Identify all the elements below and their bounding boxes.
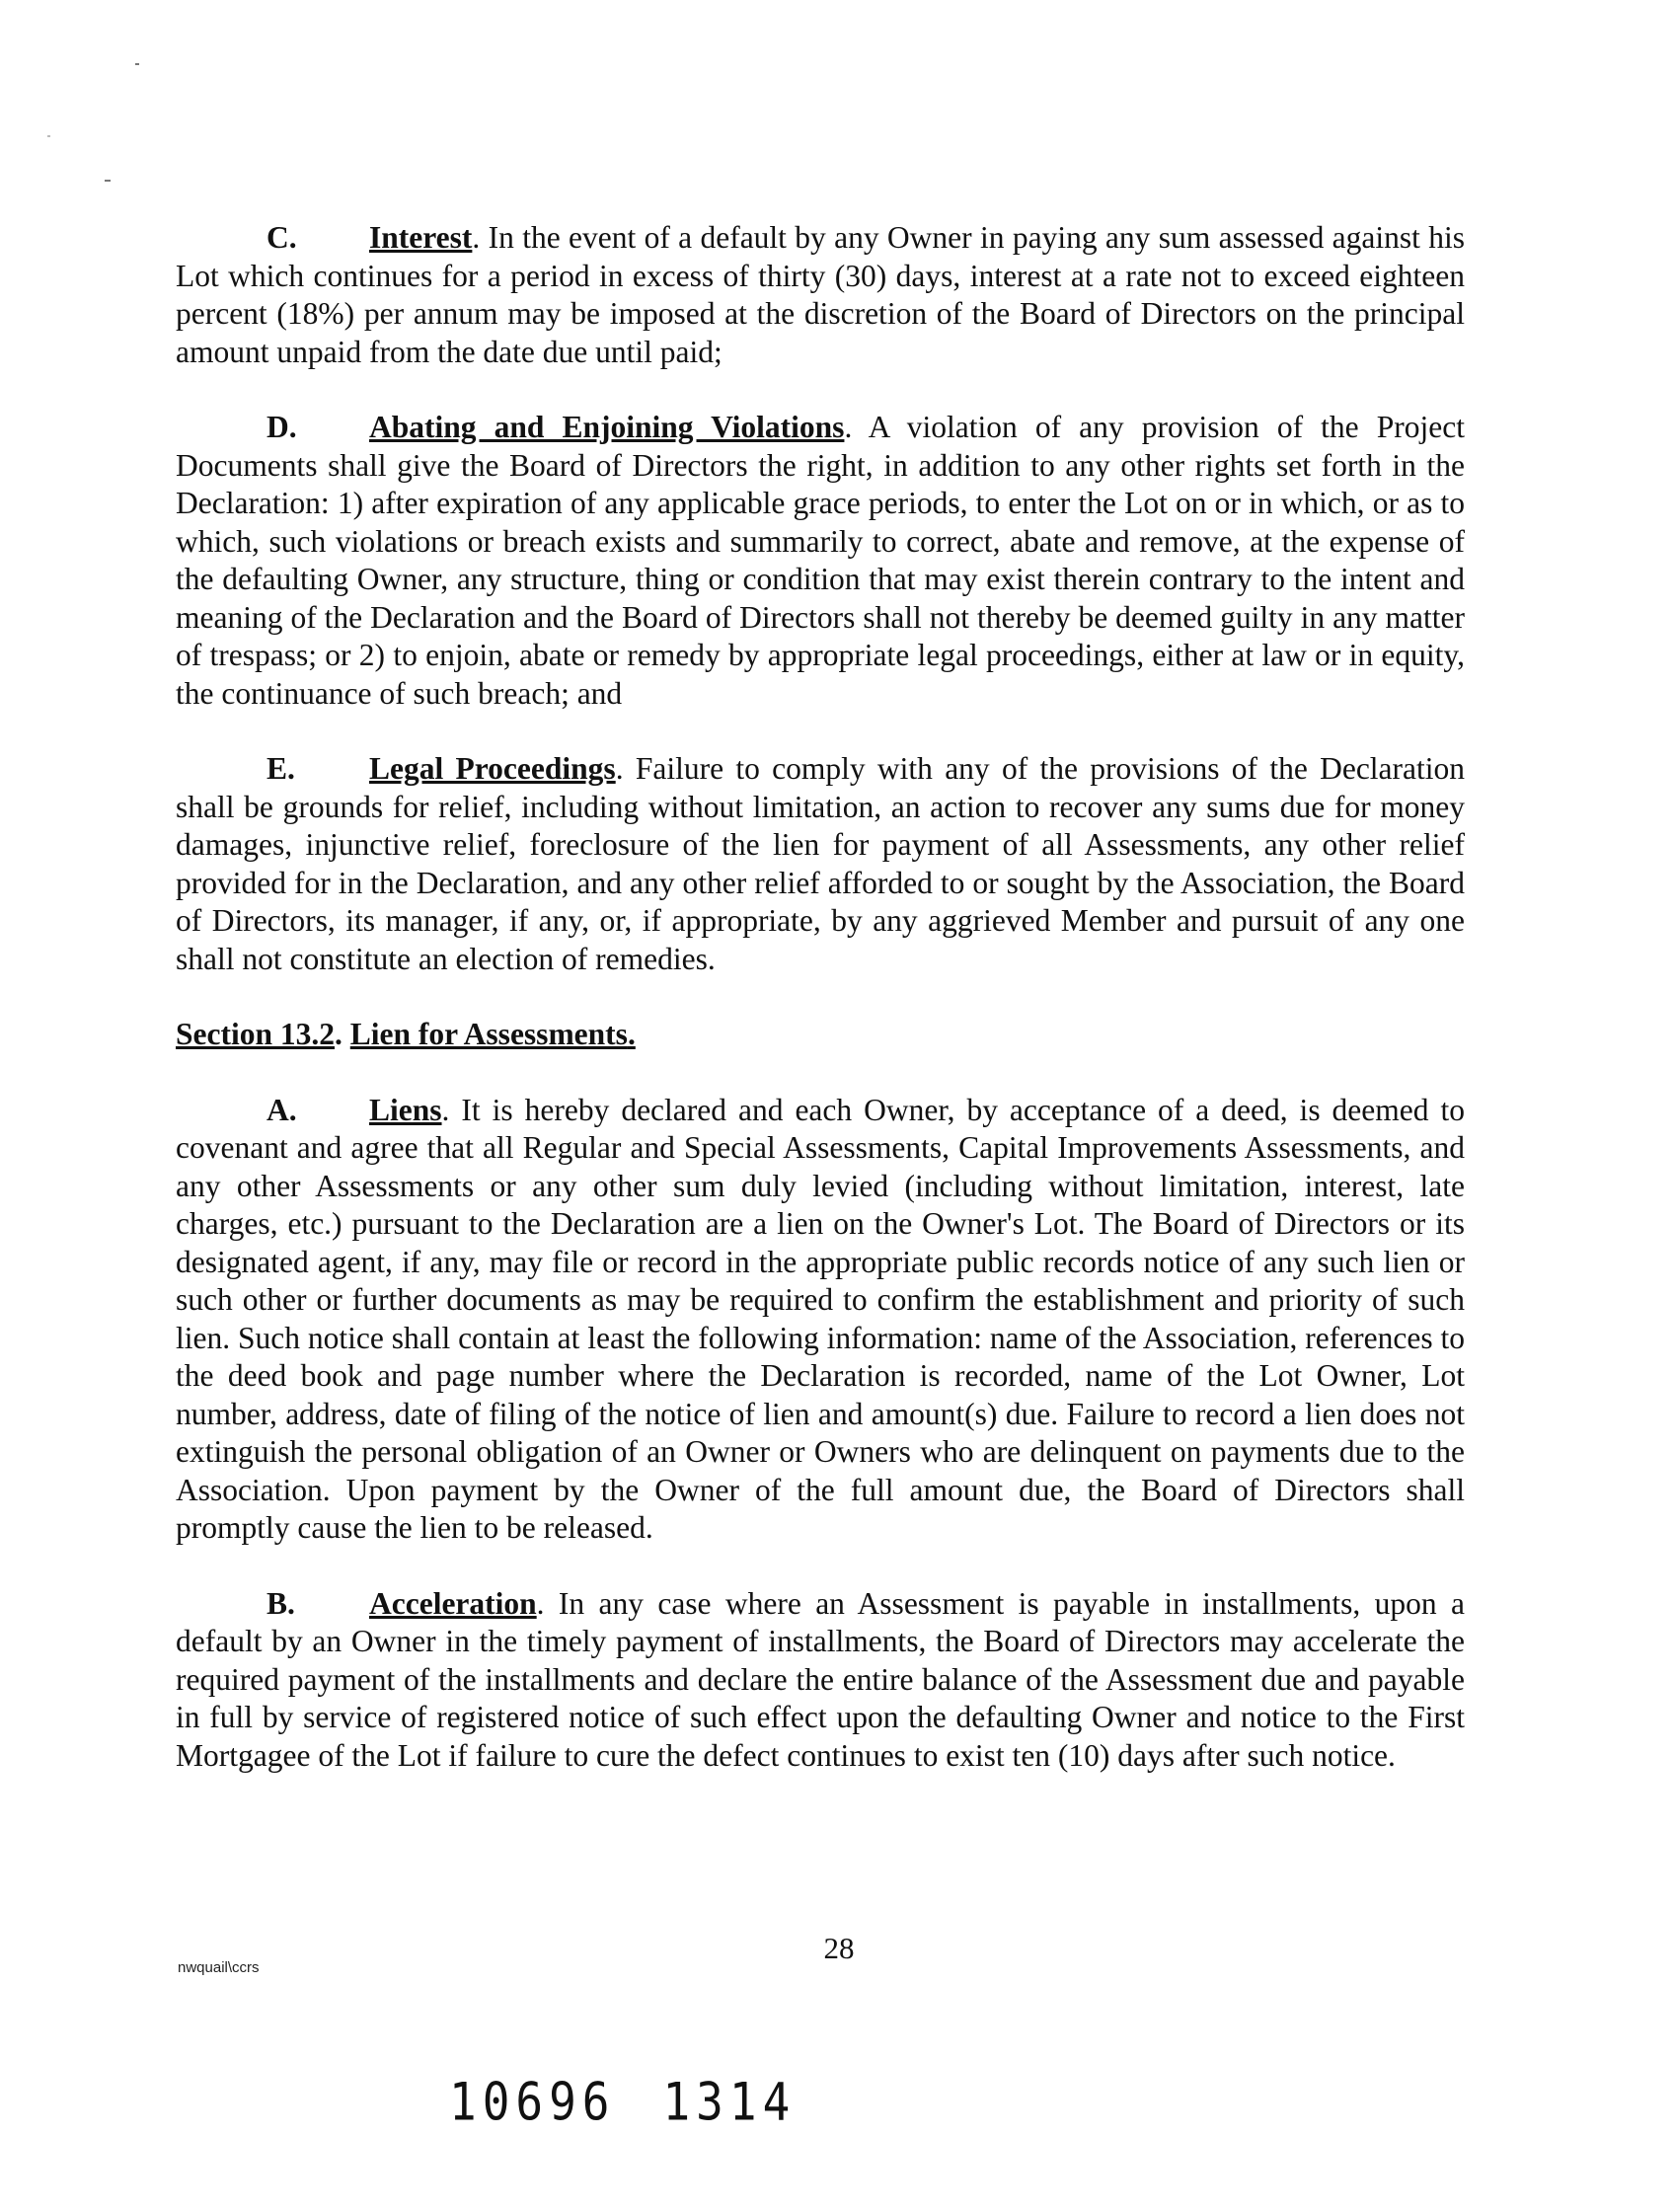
section-title-end: . bbox=[627, 1017, 636, 1051]
paragraph-heading: Legal Proceedings bbox=[369, 751, 616, 786]
paragraph-letter: C. bbox=[266, 220, 297, 255]
subsection-heading: Acceleration bbox=[369, 1585, 537, 1621]
stamp-book-number: 10696 bbox=[449, 2071, 616, 2133]
subsection-b-acceleration bbox=[176, 1585, 1465, 1776]
subsection-text: . In any case where an Assessment is payable in installments, upon a default by an Owner in the timely payment of installments, the Board of Directors may accelerate the required payment of the installments and declare the entire balance of the Assessment due and payable in full by service of registered notice of such effect upon the defaulting Owner and notice to the First Mortgagee of the Lot if failure to cure the defect continues to exist ten (10) days after such notice. bbox=[176, 1585, 1465, 1773]
footer-file-code: nwquail\ccrs bbox=[178, 1959, 260, 1976]
stamp-page-number: 1314 bbox=[662, 2071, 797, 2133]
section-number: Section 13.2 bbox=[176, 1017, 335, 1051]
section-heading bbox=[176, 1016, 1465, 1054]
subsection-heading: Liens bbox=[369, 1092, 442, 1127]
scan-speck bbox=[135, 63, 139, 65]
section-title: Lien for Assessments bbox=[349, 1017, 628, 1051]
paragraph-e-legal-proceedings bbox=[176, 750, 1465, 978]
paragraph-text: . Failure to comply with any of the provisions of the Declaration shall be grounds for relief, including without limitation, an action to recover any sums due for money damages, injunctive relief, foreclosure of the lien for payment of all Assessments, any other relief provided for in the Declaration, and any other relief afforded to or sought by the Association, the Board of Directors, its manager, if any, or, if appropriate, by any aggrieved Member and pursuit of any one shall not constitute an election of remedies. bbox=[176, 751, 1466, 976]
subsection-a-liens bbox=[176, 1092, 1465, 1548]
scan-speck bbox=[105, 180, 111, 182]
paragraph-text: . A violation of any provision of the Project Documents shall give the Board of Directors the right, in addition to any other rights set forth in the Declaration: 1) after expiration of any applicable grace periods, to enter the Lot on or in which, or as to which, such violations or breach exists and summarily to correct, abate and remove, at the expense of the defaulting Owner, any structure, thing or condition that may exist therein contrary to the intent and meaning of the Declaration and the Board of Directors shall not thereby be deemed guilty in any matter of trespass; or 2) to enjoin, abate or remedy by appropriate legal proceedings, either at law or in equity, the continuance of such breach; and bbox=[176, 410, 1465, 711]
recording-stamp bbox=[449, 2071, 796, 2132]
scan-speck bbox=[47, 135, 50, 137]
paragraph-heading: Abating and Enjoining Violations bbox=[369, 410, 845, 444]
paragraph-letter: D. bbox=[266, 410, 297, 444]
paragraph-letter: E. bbox=[266, 751, 295, 786]
section-separator: . bbox=[335, 1017, 350, 1051]
paragraph-d-abating-violations bbox=[176, 409, 1465, 713]
page-number: 28 bbox=[823, 1931, 855, 1965]
subsection-letter: A. bbox=[266, 1092, 297, 1127]
paragraph-c-interest bbox=[176, 219, 1465, 371]
subsection-text: . It is hereby declared and each Owner, by acceptance of a deed, is deemed to covenant and agree that all Regular and Special Assessments, Capital Improvements Assessments, and any other Assessments or any other sum duly levied (including without limitation, interest, late charges, etc.) pursuant to the Declaration are a lien on the Owner's Lot. The Board of Directors or its designated agent, if any, may file or record in the appropriate public records notice of any such lien or such other or further documents as may be required to confirm the establishment and priority of such lien. Such notice shall contain at least the following information: name of the Association, references to the deed book and page number where the Declaration is recorded, name of the Lot Owner, Lot number, address, date of filing of the notice of lien and amount(s) due. Failure to record a lien does not extinguish the personal obligation of an Owner or Owners who are delinquent on payments due to the Association. Upon payment by the Owner of the full amount due, the Board of Directors shall promptly cause the lien to be released. bbox=[176, 1092, 1466, 1545]
subsection-letter: B. bbox=[266, 1585, 295, 1621]
paragraph-heading: Interest bbox=[369, 220, 473, 255]
paragraph-text: . In the event of a default by any Owner in paying any sum assessed against his Lot which continues for a period in excess of thirty (30) days, interest at a rate not to exceed eighteen percent (18%) per annum may be imposed at the discretion of the Board of Directors on the principal amount unpaid from the date due until paid; bbox=[176, 220, 1465, 369]
document-body bbox=[176, 219, 1465, 1812]
